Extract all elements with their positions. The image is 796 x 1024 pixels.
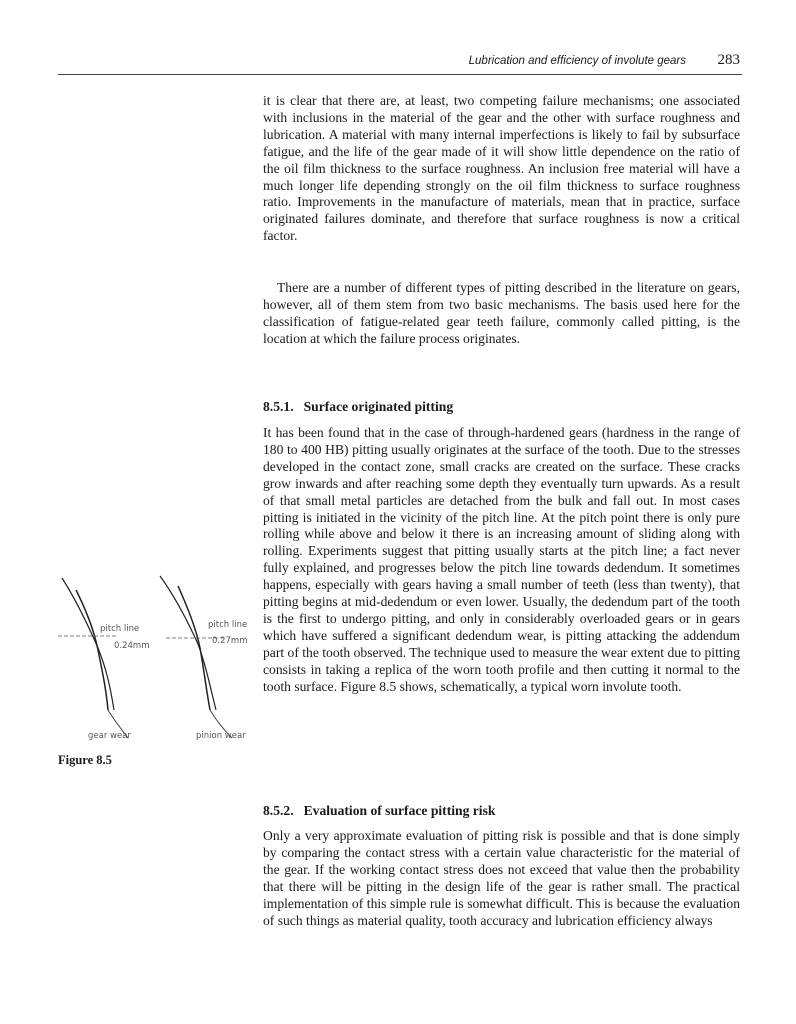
pinion-pitch-line-label: pitch line [208,620,248,630]
pinion-wear-value: 0.27mm [212,636,248,646]
figure-worn-tooth [58,570,258,750]
page-number: 283 [717,52,740,68]
body-paragraph-3 [263,425,740,696]
section-title: Surface originated pitting [303,399,454,414]
paragraph-text: It has been found that in the case of through-hardened gears (hardness in the range of 180 to 400 HB) pitting usually originates at the surface of the tooth. Due to the stresses developed in the contact zone, small cracks are created on the surface. These cracks grow inwards and after reaching some depth they eventually turn upwards. As a result of that small metal particles are detached from the bulk and fall out. In most cases pitting is initiated in the vicinity of the pitch line. At the pitch point there is only pure rolling while above and below it there is an increasing amount of sliding along with rolling. Experiments suggest that pitting usually starts at the pitch line; a fact never fully explained, and progresses below the pitch line towards dedendum. It sometimes happens, especially with gears having a small number of teeth (less than twenty), that pitting begins at mid-dedendum or even lower. Usually, the dedendum part of the tooth is the first to undergo pitting, and only in considerably overloaded gears or in gears which have suffered a significant dedendum wear, is pitting attacking the addendum part of the tooth observed. The technique used to measure the wear extent due to pitting consists in taking a replica of the worn tooth profile and then cutting it normal to the tooth surface. Figure 8.5 shows, schematically, a typical worn involute tooth. [263,425,740,694]
page-header [58,52,742,75]
body-paragraph-2 [263,280,740,348]
figure-caption: Figure 8.5 [58,753,112,767]
body-paragraph-4 [263,828,740,929]
body-paragraph-1 [263,93,740,245]
gear-tooth-worn-profile [76,590,108,710]
pinion-tooth-outer-profile [160,576,216,710]
section-heading-8-5-2 [263,803,495,819]
pinion-wear-label: pinion wear [196,731,246,741]
paragraph-text: it is clear that there are, at least, two competing failure mechanisms; one associated with inclusions in the material of the gear and the other with surface roughness and lubrication. A material with many internal imperfections is likely to fail by subsurface fatigue, and the life of the gear made of it will show little dependence on the ratio of the oil film thickness to the surface roughness. An inclusion free material will have a much longer life depending strongly on the oil film thickness to surface roughness ratio. Improvements in the manufacture of materials, mean that in practice, surface originated failures dominate, and therefore that surface roughness is now a critical factor. [263,93,740,244]
section-number: 8.5.2. [263,803,294,818]
paragraph-text: Only a very approximate evaluation of pitting risk is possible and that is done simply by comparing the contact stress with a certain value characteristic for the material of the gear. If the working contact stress does not exceed that value then the probability that there will be pitting in the design life of the gear is rather small. The practical implementation of this simple rule is somewhat difficult. This is because the evaluation of such things as material quality, tooth accuracy and lubrication efficiency always [263,828,740,928]
section-title: Evaluation of surface pitting risk [303,803,496,818]
gear-wear-value: 0.24mm [114,641,150,651]
running-title: Lubrication and efficiency of involute gears [468,55,686,67]
section-heading-8-5-1 [263,399,453,415]
pinion-tooth-worn-profile [178,586,210,710]
worn-tooth-diagram [58,570,258,750]
gear-pitch-line-label: pitch line [100,624,140,634]
gear-wear-label: gear wear [88,731,131,741]
section-number: 8.5.1. [263,399,294,414]
paragraph-text: There are a number of different types of pitting described in the literature on gears, however, all of them stem from two basic mechanisms. The basis used here for the classification of fatigue-related gear teeth failure, commonly called pitting, is the location at which the failure process originates. [263,280,740,346]
